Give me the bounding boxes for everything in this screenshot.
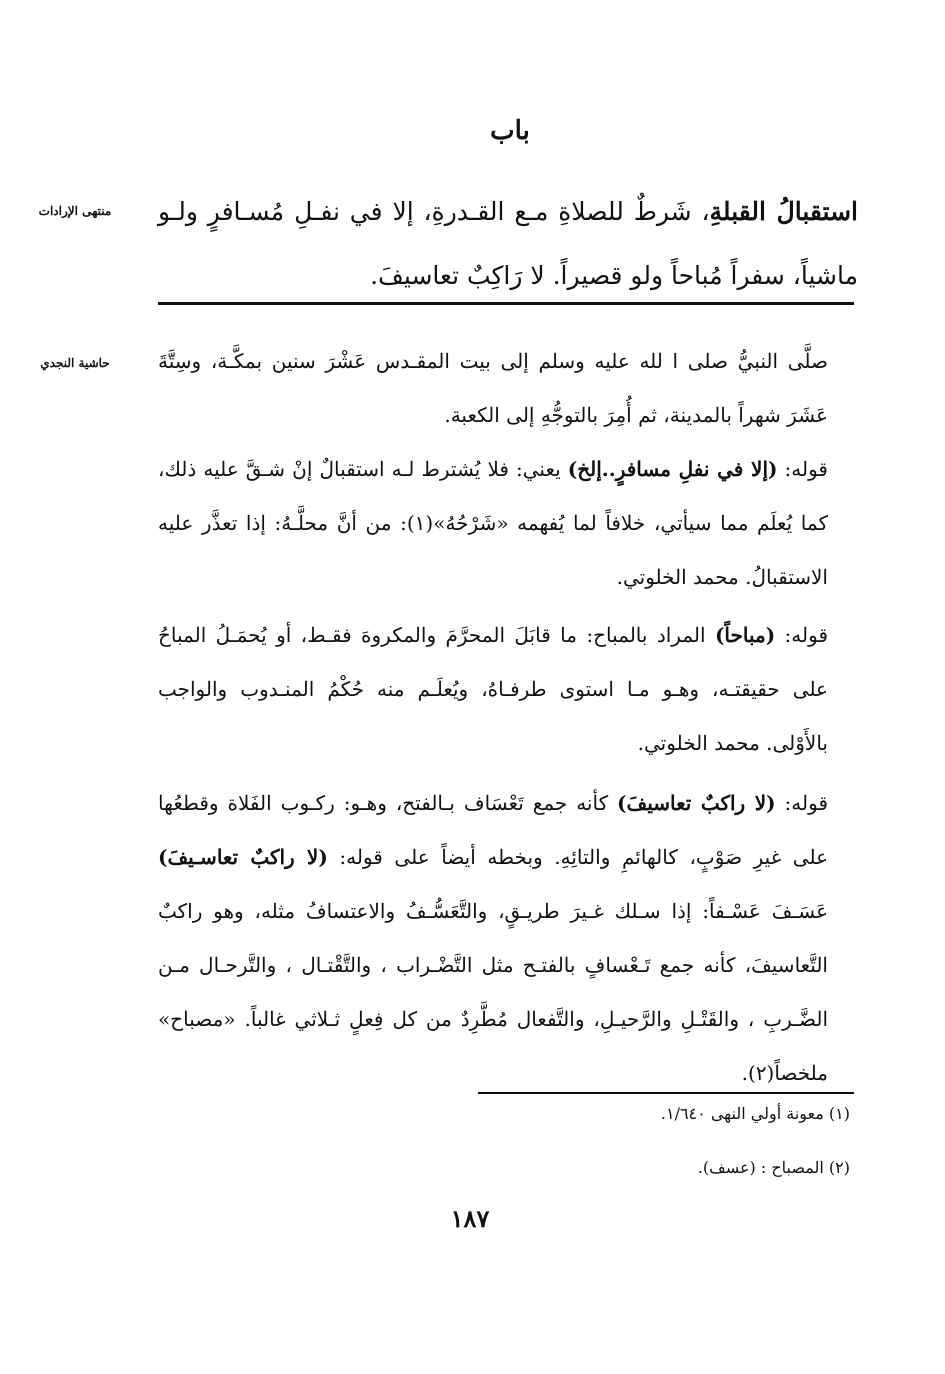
paragraph-text: صلَّى النبيُّ صلى ا لله عليه وسلم إلى بيت المقـدس عَشْرَ سنين بمكَّـة، وسِتَّةَ عَشَرَ شهراً بالمدينة، ثم أُمِرَ بالتوجُّهِ إلى الكعبة. — [158, 349, 828, 427]
matn-bold-phrase: استقبالُ القبلةِ — [709, 197, 858, 226]
matn-rest: ، شَرطٌ للصلاةِ مـع القـدرةِ، إلا في نفـلِ مُسـافرٍ ولـو ماشياً، سفراً مُباحاً ولو قصيراً. لا رَاكِبٌ تعاسيفَ. — [158, 197, 858, 290]
page-number: ١٨٧ — [450, 1204, 490, 1233]
hashiya-paragraph-1 — [158, 334, 858, 442]
side-label-hashiya: حاشية النجدي — [40, 356, 110, 370]
quoted-phrase: (لا راكبٌ تعاسيفَ) — [617, 791, 776, 815]
commentary-end: عَسَـفَ عَسْـفاً: إذا سـلك غـيرَ طريـقٍ، والتَّعَسُّـفُ والاعتسافُ مثله، وهو راكبٌ التَّعاسيفَ، كأنه جمع تَـعْسافٍ بالفتـح مثل التَّضْـراب ، والتَّقْتـال ، والتَّرحـال مـن الضَّـربِ ، والقَتْـلِ والرَّحيـلِ، والتَّفعال مُطَّرِدٌ من كل فِعلٍ ثـلاثي غالباً. «مصباح» ملخصاً(٢). — [158, 899, 828, 1085]
paragraph-text — [158, 442, 858, 604]
chapter-title: باب — [490, 116, 530, 146]
footnote-divider — [478, 1092, 854, 1094]
footnote-1: (١) معونة أولي النهى ١/٦٤٠. — [660, 1104, 850, 1123]
commentary: كأنه جمع تَعْسَاف بـالفتح، وهـو: ركـوب الفَلاة وقطعُها على غيرِ صَوْبٍ، كالهائمِ والتائِهِ. وبخطه أيضاً على قوله: — [158, 791, 829, 869]
commentary: المراد بالمباح: ما قابَلَ المحرَّمَ والمكروهَ فقـط، أو يُحمَـلُ المباحُ على حقيقتـه، وهـو مـا استوى طرفـاهُ، ويُعلَـم منه حُكْمُ المنـدوب والواجب بالأَوْلى. محمد الخلوتي. — [158, 623, 828, 755]
footnote-2: (٢) المصباح : (عسف). — [697, 1158, 850, 1177]
paragraph-text — [158, 776, 858, 1100]
section-divider — [158, 302, 854, 305]
side-label-matn: منتهى الإرادات — [38, 204, 112, 218]
qawluhu-prefix: قوله: — [775, 623, 829, 647]
qawluhu-prefix: قوله: — [775, 791, 829, 815]
quoted-phrase-2: (لا راكبٌ تعاسـيفَ) — [158, 845, 328, 869]
hashiya-paragraph-2 — [158, 442, 858, 604]
matn-text — [158, 180, 858, 308]
hashiya-paragraph-4 — [158, 776, 858, 1100]
quoted-phrase: (إلا في نفلِ مسافرٍ..إلخ) — [567, 457, 778, 481]
hashiya-paragraph-3 — [158, 608, 858, 770]
qawluhu-prefix: قوله: — [777, 457, 828, 481]
commentary: يعني: فلا يُشترط لـه استقبالٌ إنْ شـقَّ عليه ذلك، كما يُعلَم مما سيأتي، خلافاً لما يُفهمه «شَرْحُهُ»(١): من أنَّ محلَّـهُ: إذا تعذَّر عليه الاستقبالُ. محمد الخلوتي. — [158, 457, 828, 589]
quoted-phrase: (مباحاً) — [714, 623, 776, 647]
paragraph-text — [158, 608, 858, 770]
